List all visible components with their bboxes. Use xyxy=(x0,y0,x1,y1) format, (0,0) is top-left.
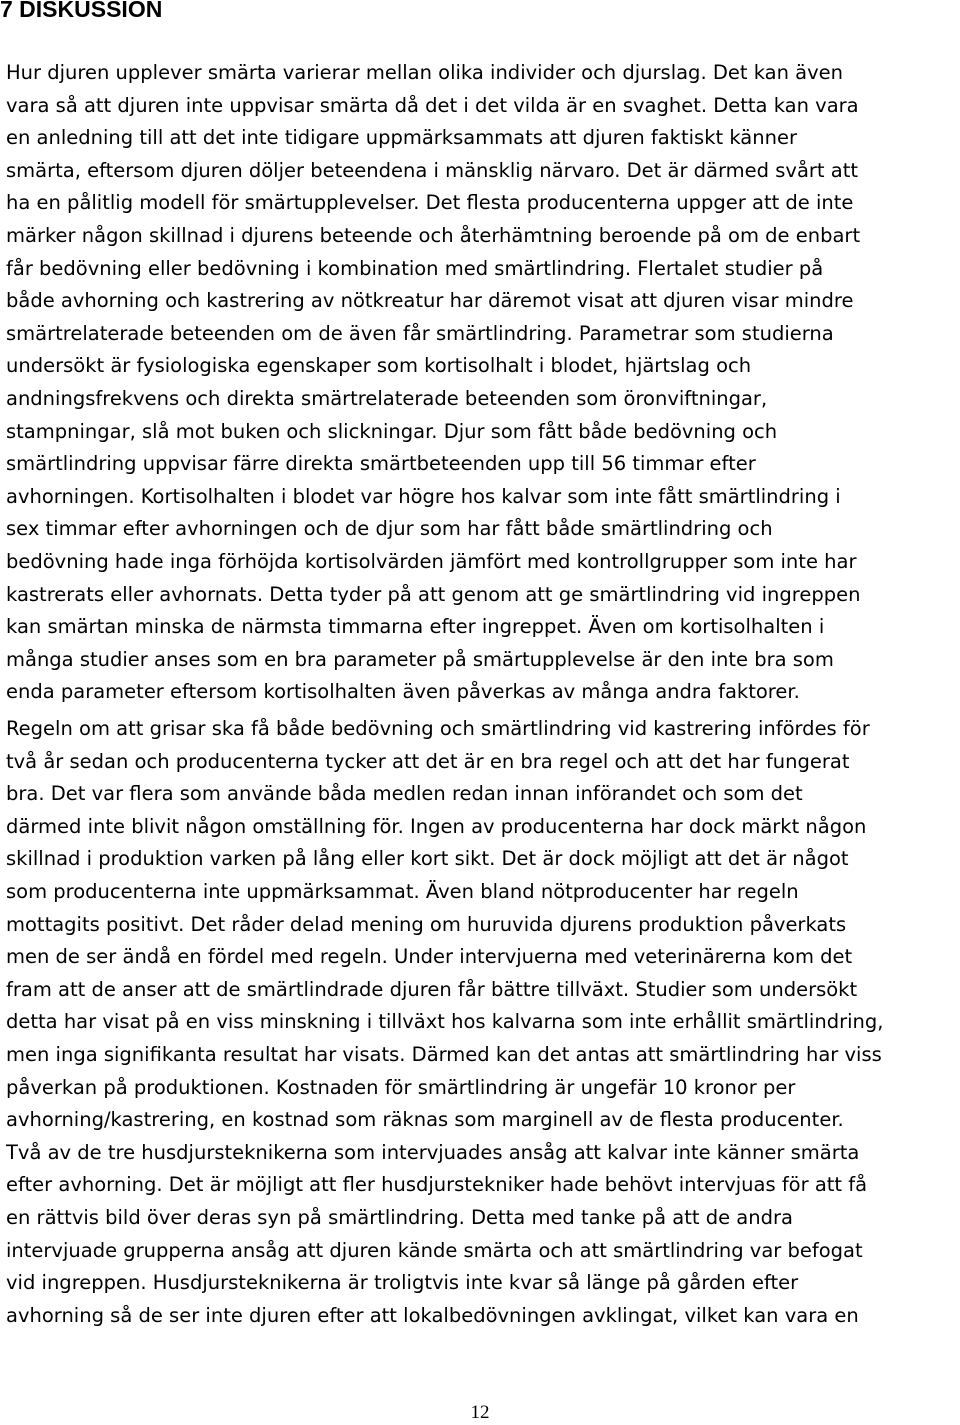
text-line: bra. Det var flera som använde båda medlen redan innan införandet och som det xyxy=(6,782,803,806)
text-line: smärtrelaterade beteenden om de även får smärtlindring. Parametrar som studierna xyxy=(6,321,834,345)
section-heading: 7 DISKUSSION xyxy=(0,0,163,22)
text-line: påverkan på produktionen. Kostnaden för smärtlindring är ungefär 10 kronor per xyxy=(6,1075,796,1099)
text-line: vara så att djuren inte uppvisar smärta då det i det vilda är en svaghet. Detta kan vara xyxy=(6,93,859,117)
text-line: avhorning/kastrering, en kostnad som räknas som marginell av de flesta producenter. xyxy=(6,1108,844,1132)
paragraph-2 xyxy=(6,713,883,1332)
text-line: bedövning hade inga förhöjda kortisolvärden jämfört med kontrollgrupper som inte har xyxy=(6,549,857,573)
text-line: andningsfrekvens och direkta smärtrelaterade beteenden som öronviftningar, xyxy=(6,386,768,410)
text-line: sex timmar efter avhorningen och de djur som har fått både smärtlindring och xyxy=(6,517,773,541)
text-line: Regeln om att grisar ska få både bedövning och smärtlindring vid kastrering infördes för xyxy=(6,717,870,740)
text-line: vid ingreppen. Husdjursteknikerna är troligtvis inte kvar så länge på gården efter xyxy=(6,1271,799,1295)
paragraph-1 xyxy=(6,57,860,709)
text-line: en anledning till att det inte tidigare uppmärksammats att djuren faktiskt känner xyxy=(6,126,797,150)
text-line: fram att de anser att de smärtlindrade djuren får bättre tillväxt. Studier som undersökt xyxy=(6,977,858,1001)
text-line: kan smärtan minska de närmsta timmarna efter ingreppet. Även om kortisolhalten i xyxy=(6,615,825,639)
text-line: efter avhorning. Det är möjligt att fler husdjurstekniker hade behövt intervjuas för att få xyxy=(6,1173,868,1197)
text-line: som producenterna inte uppmärksammat. Även bland nötproducenter har regeln xyxy=(6,879,799,903)
text-line: får bedövning eller bedövning i kombination med smärtlindring. Flertalet studier på xyxy=(6,256,824,280)
text-line: därmed inte blivit någon omställning för. Ingen av producenterna har dock märkt någon xyxy=(6,814,867,838)
text-line: enda parameter eftersom kortisolhalten även påverkas av många andra faktorer. xyxy=(6,680,800,704)
text-line: skillnad i produktion varken på lång eller kort sikt. Det är dock möjligt att det är något xyxy=(6,847,849,871)
text-line: undersökt är fysiologiska egenskaper som kortisolhalt i blodet, hjärtslag och xyxy=(6,354,752,378)
text-line: smärtlindring uppvisar färre direkta smärtbeteenden upp till 56 timmar efter xyxy=(6,452,756,476)
text-line: både avhorning och kastrering av nötkreatur har däremot visat att djuren visar mindre xyxy=(6,289,854,313)
text-line: ha en pålitlig modell för smärtupplevelser. Det flesta producenterna uppger att de inte xyxy=(6,191,854,215)
text-line: intervjuade grupperna ansåg att djuren kände smärta och att smärtlindring var befogat xyxy=(6,1238,863,1262)
text-line: märker någon skillnad i djurens beteende och återhämtning beroende på om de enbart xyxy=(6,223,861,247)
text-line: Hur djuren upplever smärta varierar mellan olika individer och djurslag. Det kan även xyxy=(6,61,843,84)
text-line: stampningar, slå mot buken och slickningar. Djur som fått både bedövning och xyxy=(6,419,778,443)
text-line: två år sedan och producenterna tycker att det är en bra regel och att det har fungerat xyxy=(6,749,850,773)
text-line: men de ser ändå en fördel med regeln. Under intervjuerna med veterinärerna kom det xyxy=(6,945,853,969)
text-line: smärta, eftersom djuren döljer beteendena i mänsklig närvaro. Det är därmed svårt att xyxy=(6,158,859,182)
text-line: men inga signifikanta resultat har visats. Därmed kan det antas att smärtlindring har viss xyxy=(6,1042,882,1066)
text-line: avhorning så de ser inte djuren efter att lokalbedövningen avklingat, vilket kan vara en xyxy=(6,1303,859,1327)
text-line: detta har visat på en viss minskning i tillväxt hos kalvarna som inte erhållit smärtlindring, xyxy=(6,1010,884,1034)
page-number: 12 xyxy=(470,1402,490,1423)
text-line: en rättvis bild över deras syn på smärtlindring. Detta med tanke på att de andra xyxy=(6,1205,793,1229)
text-line: Två av de tre husdjursteknikerna som intervjuades ansåg att kalvar inte känner smärta xyxy=(6,1140,860,1164)
text-line: mottagits positivt. Det råder delad mening om huruvida djurens produktion påverkats xyxy=(6,912,847,936)
text-line: kastrerats eller avhornats. Detta tyder på att genom att ge smärtlindring vid ingreppen xyxy=(6,582,861,606)
text-line: många studier anses som en bra parameter på smärtupplevelse är den inte bra som xyxy=(6,647,834,671)
text-line: avhorningen. Kortisolhalten i blodet var högre hos kalvar som inte fått smärtlindring i xyxy=(6,484,841,508)
